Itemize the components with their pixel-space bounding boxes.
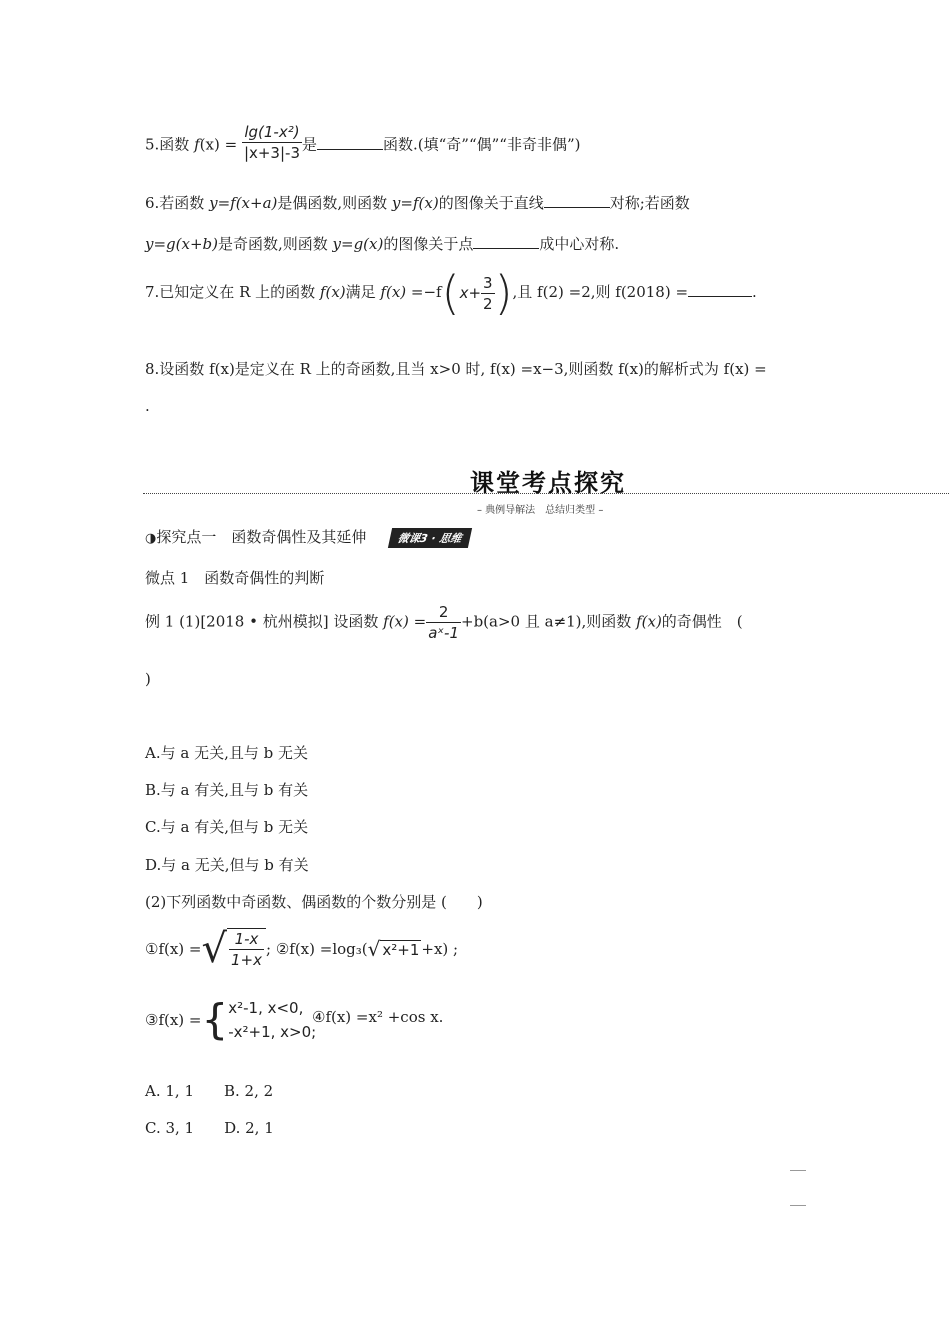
ex1-fx: f(x) [383,612,409,631]
q5-x: (x) = [199,135,238,154]
f3-label: ③f(x) = [145,1011,202,1029]
q6-text-e: 是奇函数,则函数 [217,235,333,253]
q8-text: 8.设函数 f(x)是定义在 R 上的奇函数,且当 x>0 时, f(x) =x−3,则函数 f(x)的解析式为 f(x) = [145,360,767,378]
q6-text-c: 的图像关于直线 [438,194,544,212]
q7-text-c: =−f [406,283,442,301]
q6-y2: y=f(x) [391,194,439,212]
f2-end: +x) ; [421,940,459,958]
q6-text-g: 成中心对称. [539,235,620,253]
q7-denominator: 2 [483,294,493,313]
half-circle-icon: ◑ [145,531,157,546]
q6-blank-2[interactable] [473,234,539,249]
q7-inner-x: x+ [459,284,482,302]
f2-radicand: x²+1 [382,940,420,959]
question-8 [145,358,767,379]
example-1-part-2: (2)下列函数中奇函数、偶函数的个数分别是 ( ) [145,893,483,911]
q5-suffix: 函数.(填“奇”“偶”“非奇非偶”) [383,135,581,154]
q5-blank[interactable] [317,135,383,150]
question-6-line1 [145,192,690,213]
q6-text-b: 是偶函数,则函数 [277,194,392,212]
options-row-2[interactable]: C. 3, 1 D. 2, 1 [145,1119,274,1137]
function-4: ④f(x) =x² +cos x. [312,1008,444,1026]
q7-blank[interactable] [688,282,752,297]
q7-numerator: 3 [483,273,493,292]
question-5 [145,123,581,163]
q6-text-a: 6.若函数 [145,194,210,212]
section-subtitle: – 典例导解法 总结归类型 – [477,505,604,516]
ex1-denominator: aˣ-1 [428,624,460,642]
ex1-text-a: 例 1 (1)[2018 • 杭州模拟] 设函数 [145,612,384,631]
sqrt-icon: √ [201,926,227,972]
q7-fx2: f(x) [380,283,407,301]
question-7 [145,266,757,320]
corner-mark-1 [790,1170,806,1171]
q5-numerator: lg(1-x²) [242,122,302,143]
q8-dot: . [145,397,150,415]
ex1-text-b: +b(a>0 且 a≠1),则函数 [461,612,637,631]
section-title: 课堂考点探究 [470,469,626,497]
option-d[interactable]: D.与 a 无关,但与 b 有关 [145,856,309,874]
q5-f: f [194,135,200,154]
f3-pieces [228,996,316,1044]
options-row-1[interactable]: A. 1, 1 B. 2, 2 [145,1082,274,1100]
q7-text-e: . [752,283,757,301]
micro-lesson-badge[interactable]: 微课3 · 思维 [388,528,472,548]
q5-mid: 是 [302,135,318,154]
q6-text-d: 对称;若函数 [609,194,690,212]
q7-text-a: 7.已知定义在 R 上的函数 [145,283,320,301]
q6-g2: y=g(x) [332,235,384,253]
q6-blank-1[interactable] [544,193,610,208]
ex1-fx2: f(x) [636,612,662,631]
ex1-text-c: 的奇偶性 ( [661,612,743,631]
option-a[interactable]: A.与 a 无关,且与 b 无关 [145,744,308,762]
question-6-line2 [145,233,619,254]
ex1-eq: = [408,612,427,631]
q7-fx: f(x) [319,283,346,301]
ex1-close-paren: ) [145,670,151,688]
q7-text-b: 满足 [345,283,381,301]
q5-denominator: |x+3|-3 [243,144,300,162]
q6-text-f: 的图像关于点 [383,235,474,253]
functions-3-4 [145,996,316,1044]
sqrt-icon-2: √ [367,937,381,961]
explore-point-label: 探究点一 函数奇偶性及其延伸 [156,528,367,546]
f1-denominator: 1+x [231,951,262,969]
ex1-fraction [426,602,461,643]
q6-g1: y=g(x+b) [145,235,218,253]
f1-fraction [227,928,266,970]
option-b[interactable]: B.与 a 有关,且与 b 有关 [145,781,309,799]
f1-numerator: 1-x [229,929,264,950]
q5-fraction [242,122,302,163]
micro-point-1: 微点 1 函数奇偶性的判断 [145,569,325,587]
corner-mark-2 [790,1205,806,1206]
explore-point-1 [145,526,469,548]
q7-fraction [481,273,495,314]
f1-label: ①f(x) = [145,940,202,958]
example-1 [145,602,743,643]
option-c[interactable]: C.与 a 有关,但与 b 无关 [145,818,309,836]
f2-label: ; ②f(x) =log₃( [266,940,368,958]
brace-icon: { [201,995,229,1044]
f3-piece-1: x²-1, x<0, [228,999,304,1017]
q7-left-paren: ( [441,266,460,320]
q5-prefix: 5.函数 [145,135,195,154]
q7-right-paren: ) [494,266,513,320]
section-divider [143,493,950,494]
ex1-numerator: 2 [426,602,461,623]
f3-piece-2: -x²+1, x>0; [228,1023,317,1041]
functions-1-2 [145,926,458,972]
q6-y1: y=f(x+a) [209,194,278,212]
q7-text-d: ,且 f(2) =2,则 f(2018) = [512,283,689,301]
